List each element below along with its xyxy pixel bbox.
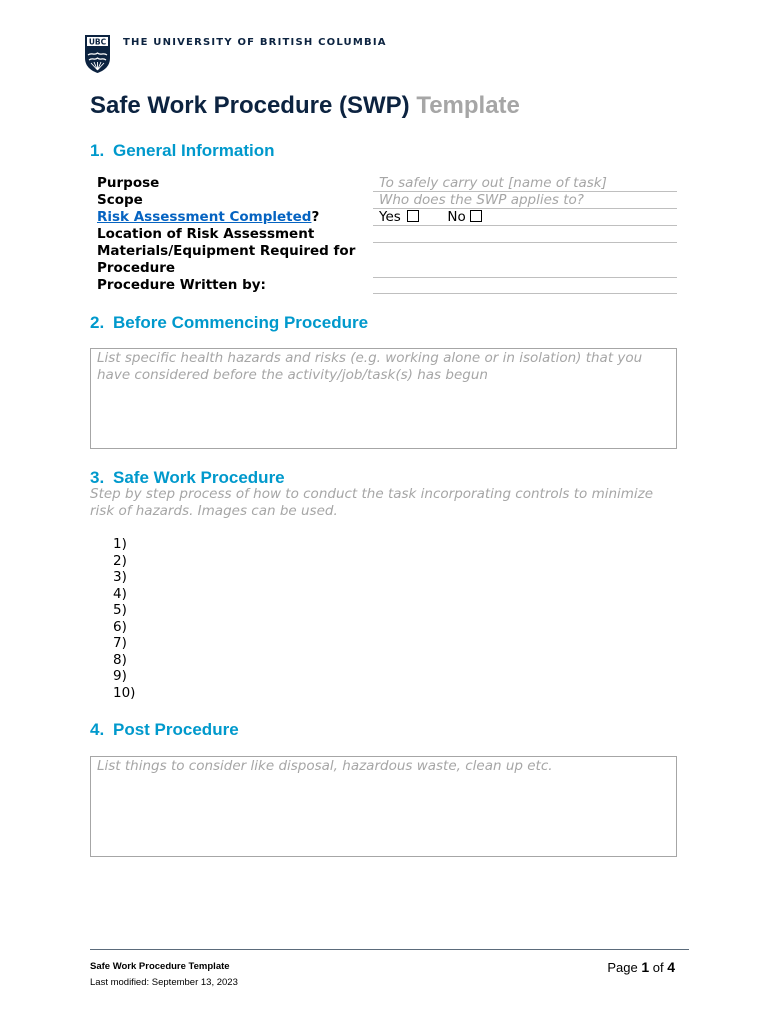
safe-work-description: Step by step process of how to conduct the task incorporating controls to minimize risk of hazards. Images can be used. xyxy=(90,486,654,519)
section-title: Safe Work Procedure xyxy=(113,468,285,487)
risk-assessment-field xyxy=(373,209,677,226)
section-number: 4. xyxy=(90,720,105,739)
step-item[interactable]: 1) xyxy=(113,536,127,552)
before-commencing-textbox[interactable]: List specific health hazards and risks (e.g. working alone or in isolation) that you have considered before the activity/job/task(s) has begun xyxy=(90,348,677,449)
location-row xyxy=(97,226,677,243)
materials-label: Materials/Equipment Required for Procedure xyxy=(97,243,356,276)
risk-assessment-row xyxy=(97,209,677,226)
risk-assessment-qmark: ? xyxy=(311,209,320,225)
page-word: Page xyxy=(607,960,638,975)
section-heading-general-info xyxy=(90,141,275,161)
risk-assessment-label xyxy=(97,209,367,226)
section-heading-post-procedure xyxy=(90,720,239,740)
written-by-row xyxy=(97,277,677,294)
step-item[interactable]: 8) xyxy=(113,651,127,668)
page-of: of xyxy=(652,960,664,975)
no-label: No xyxy=(447,209,466,225)
step-item[interactable]: 10) xyxy=(113,684,136,701)
section-number: 3. xyxy=(90,468,105,487)
page-current: 1 xyxy=(641,959,650,975)
written-by-label: Procedure Written by: xyxy=(97,277,266,293)
step-item[interactable]: 7) xyxy=(113,635,127,651)
step-item[interactable]: 9) xyxy=(113,668,127,684)
section-number: 2. xyxy=(90,313,105,332)
ubc-crest-logo xyxy=(84,34,111,74)
section-title: Before Commencing Procedure xyxy=(113,313,369,332)
scope-label: Scope xyxy=(97,192,143,208)
location-field[interactable] xyxy=(373,226,677,243)
scope-row xyxy=(97,192,677,209)
section-heading-before-commencing xyxy=(90,313,368,333)
page-title xyxy=(90,92,520,120)
step-item[interactable]: 6) xyxy=(113,618,127,635)
document-header xyxy=(84,34,387,74)
page-number xyxy=(607,959,675,975)
no-checkbox[interactable] xyxy=(470,210,482,222)
step-item[interactable]: 5) xyxy=(113,602,127,618)
footer-doc-title: Safe Work Procedure Template xyxy=(90,961,230,972)
section-title: General Information xyxy=(113,141,275,160)
section-number: 1. xyxy=(90,141,105,160)
university-name: THE UNIVERSITY OF BRITISH COLUMBIA xyxy=(123,37,387,48)
steps-list xyxy=(113,536,135,701)
materials-row xyxy=(97,243,677,277)
footer-last-modified: Last modified: September 13, 2023 xyxy=(90,977,238,988)
section-title: Post Procedure xyxy=(113,720,239,739)
purpose-label: Purpose xyxy=(97,175,160,191)
step-item[interactable]: 2) xyxy=(113,552,127,569)
purpose-row xyxy=(97,175,677,192)
general-info-table xyxy=(97,175,677,294)
post-procedure-textbox[interactable]: List things to consider like disposal, hazardous waste, clean up etc. xyxy=(90,756,677,857)
purpose-field[interactable]: To safely carry out [name of task] xyxy=(373,175,677,192)
risk-assessment-link[interactable]: Risk Assessment Completed xyxy=(97,209,312,225)
step-item[interactable]: 4) xyxy=(113,585,127,602)
materials-field[interactable] xyxy=(373,243,677,278)
written-by-field[interactable] xyxy=(373,277,677,294)
yes-label: Yes xyxy=(379,209,401,225)
crest-text: UBC xyxy=(88,37,107,47)
scope-field[interactable]: Who does the SWP applies to? xyxy=(373,192,677,209)
step-item[interactable]: 3) xyxy=(113,569,127,585)
location-label: Location of Risk Assessment xyxy=(97,226,315,242)
yes-checkbox[interactable] xyxy=(407,210,419,222)
footer-divider xyxy=(90,949,689,950)
page-total: 4 xyxy=(667,959,675,975)
title-suffix: Template xyxy=(416,92,520,119)
section-heading-safe-work xyxy=(90,468,285,488)
title-main: Safe Work Procedure (SWP) xyxy=(90,92,410,119)
